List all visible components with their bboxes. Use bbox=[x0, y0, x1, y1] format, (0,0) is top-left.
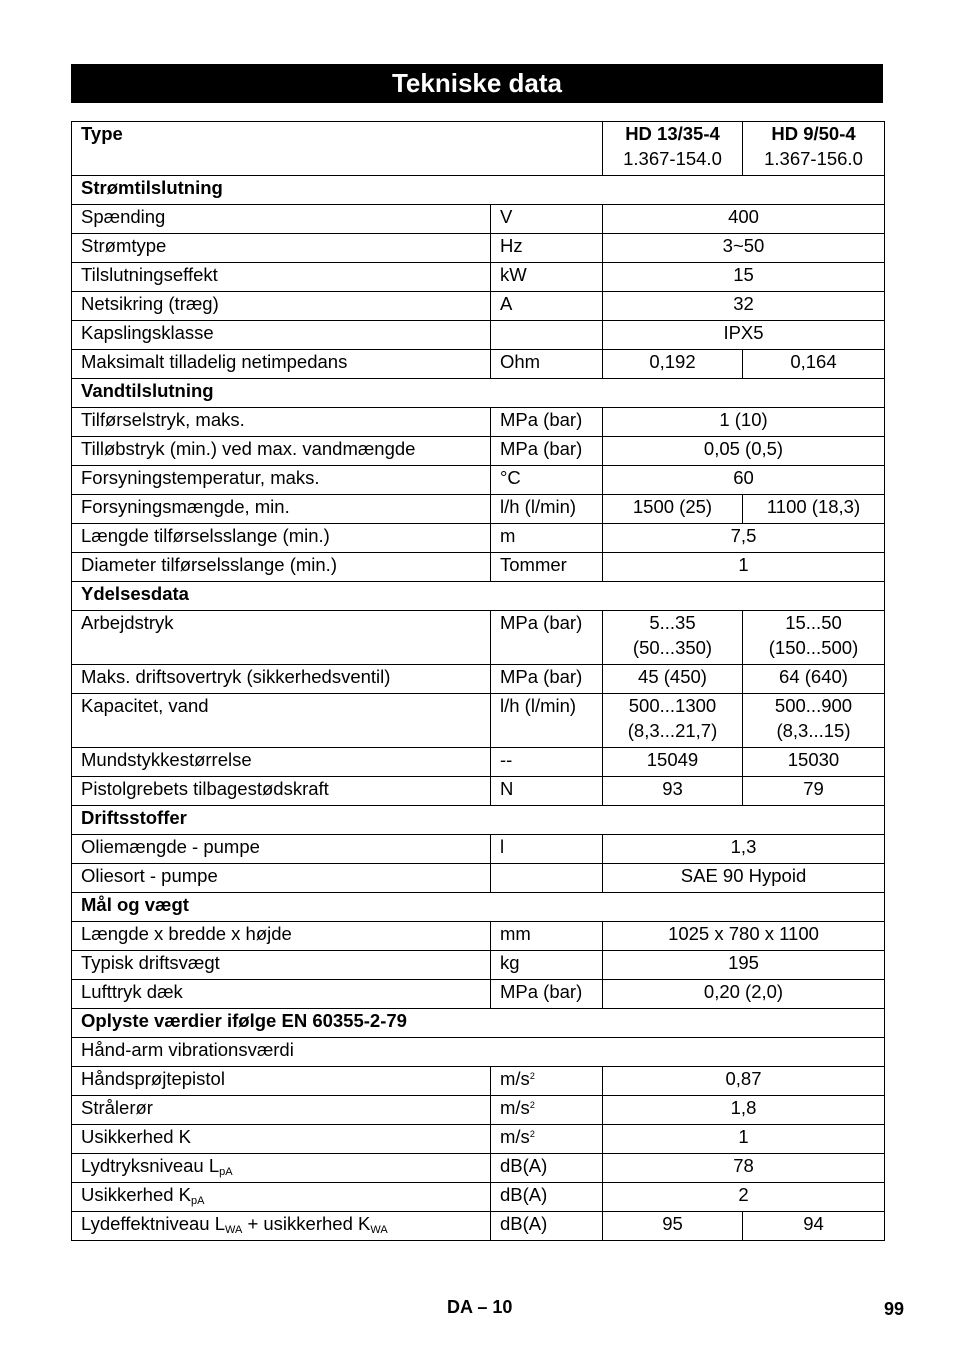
row-unit: mm bbox=[491, 922, 603, 951]
row-value: 1 bbox=[603, 1125, 885, 1154]
table-row bbox=[72, 777, 885, 806]
row-unit: V bbox=[491, 205, 603, 234]
row-unit: kW bbox=[491, 263, 603, 292]
row-label: Maks. driftsovertryk (sikkerhedsventil) bbox=[72, 665, 491, 694]
row-value: 3~50 bbox=[603, 234, 885, 263]
row-value: 1 (10) bbox=[603, 408, 885, 437]
table-row bbox=[72, 951, 885, 980]
row-label: Tilløbstryk (min.) ved max. vandmængde bbox=[72, 437, 491, 466]
row-unit: MPa (bar) bbox=[491, 611, 603, 665]
row-unit: MPa (bar) bbox=[491, 665, 603, 694]
model2-header bbox=[743, 122, 885, 176]
table-row bbox=[72, 694, 885, 748]
model2-name: HD 9/50-4 bbox=[771, 123, 856, 144]
value-line: (50...350) bbox=[632, 636, 713, 658]
table-row bbox=[72, 263, 885, 292]
table-row bbox=[72, 922, 885, 951]
section-dimensions: Mål og vægt bbox=[72, 893, 885, 922]
table-row bbox=[72, 1096, 885, 1125]
section-row bbox=[72, 806, 885, 835]
unit-base: m/s bbox=[500, 1097, 530, 1118]
table-row bbox=[72, 408, 885, 437]
row-value-model2: 1100 (18,3) bbox=[743, 495, 885, 524]
table-row bbox=[72, 437, 885, 466]
table-row bbox=[72, 495, 885, 524]
row-label: Pistolgrebets tilbagestødskraft bbox=[72, 777, 491, 806]
row-value: 1,3 bbox=[603, 835, 885, 864]
unit-base: m/s bbox=[500, 1126, 530, 1147]
row-label: Spænding bbox=[72, 205, 491, 234]
row-value: 0,05 (0,5) bbox=[603, 437, 885, 466]
section-row bbox=[72, 176, 885, 205]
table-row bbox=[72, 524, 885, 553]
row-label: Typisk driftsvægt bbox=[72, 951, 491, 980]
row-label: Diameter tilførselsslange (min.) bbox=[72, 553, 491, 582]
row-label: Tilslutningseffekt bbox=[72, 263, 491, 292]
label-subscript: pA bbox=[219, 1166, 233, 1178]
row-unit: MPa (bar) bbox=[491, 408, 603, 437]
value-line: 5...35 bbox=[649, 612, 696, 633]
row-unit: N bbox=[491, 777, 603, 806]
section-row bbox=[72, 379, 885, 408]
model1-header bbox=[603, 122, 743, 176]
row-label: Maksimalt tilladelig netimpedans bbox=[72, 350, 491, 379]
row-label bbox=[72, 1183, 491, 1212]
type-label: Type bbox=[72, 122, 603, 176]
row-label: Håndsprøjtepistol bbox=[72, 1067, 491, 1096]
row-unit: Ohm bbox=[491, 350, 603, 379]
table-row bbox=[72, 864, 885, 893]
row-unit: l bbox=[491, 835, 603, 864]
row-value: 0,87 bbox=[603, 1067, 885, 1096]
row-label: Lufttryk dæk bbox=[72, 980, 491, 1009]
row-value-model2 bbox=[743, 611, 885, 665]
section-declared: Oplyste værdier ifølge EN 60355-2-79 bbox=[72, 1009, 885, 1038]
table-row bbox=[72, 1125, 885, 1154]
row-label bbox=[72, 1154, 491, 1183]
row-value-model1: 45 (450) bbox=[603, 665, 743, 694]
row-value-model1: 0,192 bbox=[603, 350, 743, 379]
row-label: Længde tilførselsslange (min.) bbox=[72, 524, 491, 553]
table-row bbox=[72, 321, 885, 350]
tech-data-table bbox=[71, 121, 885, 1241]
row-label bbox=[72, 1212, 491, 1241]
table-row bbox=[72, 748, 885, 777]
row-value: 1025 x 780 x 1100 bbox=[603, 922, 885, 951]
row-value: 7,5 bbox=[603, 524, 885, 553]
table-row bbox=[72, 1212, 885, 1241]
row-label: Hånd-arm vibrationsværdi bbox=[72, 1038, 885, 1067]
row-value: 78 bbox=[603, 1154, 885, 1183]
row-value: 0,20 (2,0) bbox=[603, 980, 885, 1009]
section-power: Strømtilslutning bbox=[72, 176, 885, 205]
section-water: Vandtilslutning bbox=[72, 379, 885, 408]
table-row bbox=[72, 292, 885, 321]
page-number: 99 bbox=[884, 1299, 905, 1319]
section-performance: Ydelsesdata bbox=[72, 582, 885, 611]
table-row bbox=[72, 665, 885, 694]
row-unit: MPa (bar) bbox=[491, 437, 603, 466]
label-subscript: WA bbox=[225, 1224, 243, 1236]
table-row bbox=[72, 205, 885, 234]
value-line: 15...50 bbox=[785, 612, 842, 633]
section-row bbox=[72, 893, 885, 922]
row-unit bbox=[491, 1096, 603, 1125]
row-value-model2: 64 (640) bbox=[743, 665, 885, 694]
row-value: 60 bbox=[603, 466, 885, 495]
label-text: Usikkerhed K bbox=[81, 1184, 192, 1205]
label-text: Lydeffektniveau L bbox=[81, 1213, 225, 1234]
row-unit bbox=[491, 864, 603, 893]
model1-part: 1.367-154.0 bbox=[623, 147, 722, 169]
unit-exponent: 2 bbox=[529, 1071, 535, 1081]
section-consumables: Driftsstoffer bbox=[72, 806, 885, 835]
row-unit: l/h (l/min) bbox=[491, 495, 603, 524]
row-unit: °C bbox=[491, 466, 603, 495]
row-unit: dB(A) bbox=[491, 1183, 603, 1212]
label-text: Lydtryksniveau L bbox=[81, 1155, 220, 1176]
row-unit: dB(A) bbox=[491, 1212, 603, 1241]
table-row bbox=[72, 1183, 885, 1212]
row-value: IPX5 bbox=[603, 321, 885, 350]
model1-name: HD 13/35-4 bbox=[625, 123, 720, 144]
row-label: Mundstykkestørrelse bbox=[72, 748, 491, 777]
row-value: 15 bbox=[603, 263, 885, 292]
row-unit bbox=[491, 1067, 603, 1096]
row-value-model2: 94 bbox=[743, 1212, 885, 1241]
table-row bbox=[72, 350, 885, 379]
value-line: 500...1300 bbox=[628, 695, 717, 716]
value-line: (150...500) bbox=[768, 636, 859, 658]
table-row bbox=[72, 1067, 885, 1096]
row-value-model1 bbox=[603, 611, 743, 665]
row-label: Netsikring (træg) bbox=[72, 292, 491, 321]
row-unit: A bbox=[491, 292, 603, 321]
row-label: Kapslingsklasse bbox=[72, 321, 491, 350]
value-line: (8,3...21,7) bbox=[627, 719, 718, 741]
unit-base: m/s bbox=[500, 1068, 530, 1089]
row-unit: -- bbox=[491, 748, 603, 777]
row-label: Forsyningsmængde, min. bbox=[72, 495, 491, 524]
unit-exponent: 2 bbox=[529, 1129, 535, 1139]
table-header-row bbox=[72, 122, 885, 176]
table-row bbox=[72, 553, 885, 582]
label-text: + usikkerhed K bbox=[242, 1213, 371, 1234]
row-value: SAE 90 Hypoid bbox=[603, 864, 885, 893]
row-value: 1 bbox=[603, 553, 885, 582]
table-row bbox=[72, 234, 885, 263]
row-value-model2: 0,164 bbox=[743, 350, 885, 379]
row-unit bbox=[491, 1125, 603, 1154]
table-row bbox=[72, 1038, 885, 1067]
unit-exponent: 2 bbox=[529, 1100, 535, 1110]
row-label: Arbejdstryk bbox=[72, 611, 491, 665]
section-row bbox=[72, 1009, 885, 1038]
table-row bbox=[72, 980, 885, 1009]
value-line: 500...900 bbox=[774, 695, 853, 716]
page-title: Tekniske data bbox=[71, 64, 883, 103]
row-label: Strålerør bbox=[72, 1096, 491, 1125]
row-value-model2 bbox=[743, 694, 885, 748]
row-value-model1: 93 bbox=[603, 777, 743, 806]
section-row bbox=[72, 582, 885, 611]
row-value-model2: 79 bbox=[743, 777, 885, 806]
row-label: Oliemængde - pumpe bbox=[72, 835, 491, 864]
row-value: 400 bbox=[603, 205, 885, 234]
row-unit bbox=[491, 321, 603, 350]
value-line: (8,3...15) bbox=[776, 719, 851, 741]
label-subscript: WA bbox=[370, 1224, 388, 1236]
row-value-model1: 15049 bbox=[603, 748, 743, 777]
row-label: Usikkerhed K bbox=[72, 1125, 491, 1154]
row-unit: m bbox=[491, 524, 603, 553]
table-row bbox=[72, 835, 885, 864]
table-row bbox=[72, 1154, 885, 1183]
row-unit: dB(A) bbox=[491, 1154, 603, 1183]
row-unit: Hz bbox=[491, 234, 603, 263]
table-row bbox=[72, 466, 885, 495]
row-label: Længde x bredde x højde bbox=[72, 922, 491, 951]
row-unit: Tommer bbox=[491, 553, 603, 582]
row-value-model1: 1500 (25) bbox=[603, 495, 743, 524]
row-label: Kapacitet, vand bbox=[72, 694, 491, 748]
row-value-model1 bbox=[603, 694, 743, 748]
page-label: DA – 10 bbox=[447, 1297, 513, 1317]
row-label: Strømtype bbox=[72, 234, 491, 263]
table-row bbox=[72, 611, 885, 665]
model2-part: 1.367-156.0 bbox=[764, 147, 863, 169]
row-unit: l/h (l/min) bbox=[491, 694, 603, 748]
row-label: Oliesort - pumpe bbox=[72, 864, 491, 893]
row-value: 195 bbox=[603, 951, 885, 980]
row-unit: kg bbox=[491, 951, 603, 980]
row-unit: MPa (bar) bbox=[491, 980, 603, 1009]
row-label: Tilførselstryk, maks. bbox=[72, 408, 491, 437]
row-label: Forsyningstemperatur, maks. bbox=[72, 466, 491, 495]
row-value: 2 bbox=[603, 1183, 885, 1212]
row-value: 1,8 bbox=[603, 1096, 885, 1125]
row-value: 32 bbox=[603, 292, 885, 321]
row-value-model2: 15030 bbox=[743, 748, 885, 777]
label-subscript: pA bbox=[191, 1195, 205, 1207]
row-value-model1: 95 bbox=[603, 1212, 743, 1241]
